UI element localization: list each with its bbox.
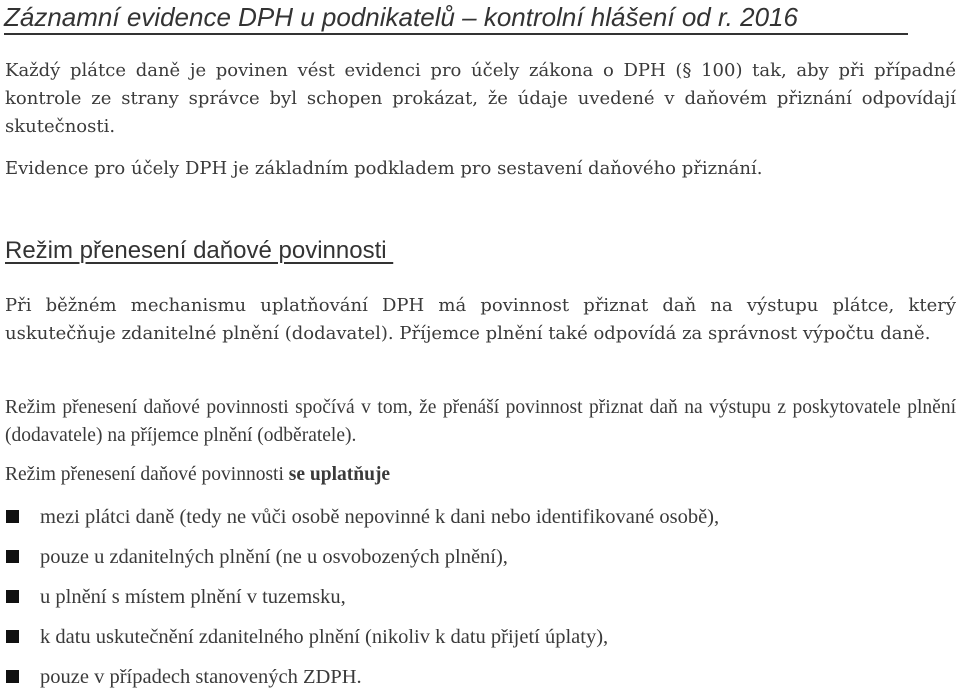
black-square-bullet-icon <box>6 550 19 563</box>
list-item-text: pouze u zdanitelných plnění (ne u osvobozených plnění), <box>40 546 508 568</box>
list-item-text: pouze v případech stanovených ZDPH. <box>40 666 362 688</box>
black-square-bullet-icon <box>6 670 19 683</box>
list-item <box>0 657 960 697</box>
section-heading: Režim přenesení daňové povinnosti <box>5 237 394 264</box>
section-paragraph-2: Režim přenesení daňové povinnosti spočívá v tom, že přenáší povinnost přiznat daň na výstupu z poskytovatele plnění (dodavatele) na příjemce plnění (odběratele). <box>5 397 956 446</box>
intro-note: Evidence pro účely DPH je základním podkladem pro sestavení daňového přiznání. <box>5 158 763 179</box>
section-paragraph-3 <box>5 461 956 489</box>
list-item-text: u plnění s místem plnění v tuzemsku, <box>40 586 346 608</box>
list-item-text: k datu uskutečnění zdanitelného plnění (nikoliv k datu přijetí úplaty), <box>40 626 609 648</box>
section-paragraph-1: Při běžném mechanismu uplatňování DPH má povinnost přiznat daň na výstupu plátce, který uskutečňuje zdanitelné plnění (dodavatel). Příjemce plnění také odpovídá za správnost výpočtu daně. <box>5 295 956 344</box>
list-item <box>0 497 960 537</box>
page-title <box>4 2 798 32</box>
black-square-bullet-icon <box>6 510 19 523</box>
list-item <box>0 577 960 617</box>
list-item <box>0 537 960 577</box>
list-item <box>0 617 960 657</box>
title-underline <box>4 33 908 35</box>
paragraph-bold-text: se uplatňuje <box>288 464 391 485</box>
black-square-bullet-icon <box>6 630 19 643</box>
black-square-bullet-icon <box>6 590 19 603</box>
list-item-text: mezi plátci daně (tedy ne vůči osobě nepovinné k dani nebo identifikované osobě), <box>40 506 720 528</box>
paragraph-lead-text: Režim přenesení daňové povinnosti <box>5 464 289 485</box>
conditions-list <box>0 497 960 697</box>
intro-paragraph: Každý plátce daně je povinen vést evidenci pro účely zákona o DPH (§ 100) tak, aby při případné kontrole ze strany správce byl schopen prokázat, že údaje uvedené v daňovém přiznání odpovídají skutečnosti. <box>5 60 956 137</box>
page-title-text: Záznamní evidence DPH u podnikatelů – kontrolní hlášení od r. 2016 <box>4 2 798 32</box>
